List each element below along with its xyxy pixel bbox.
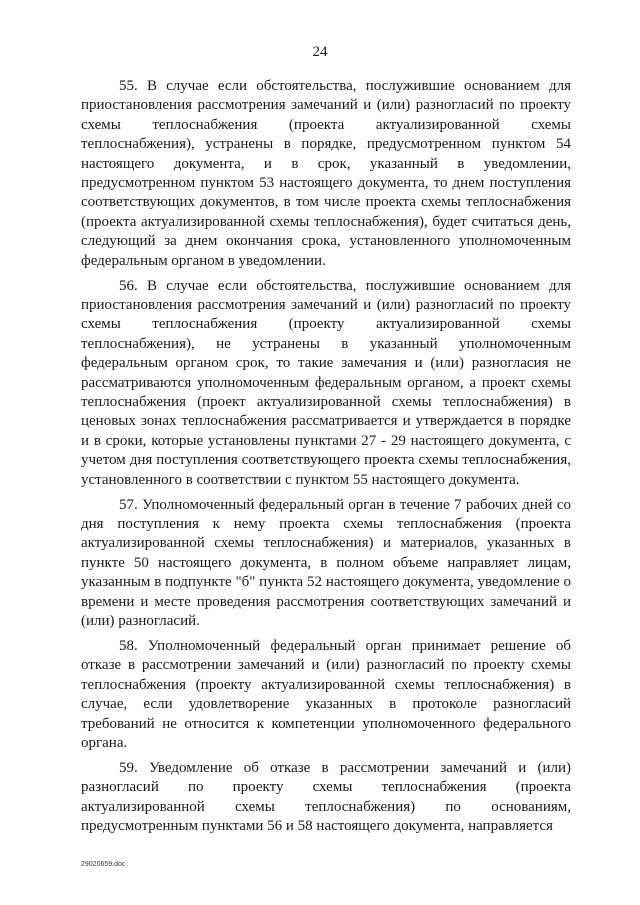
paragraph-57: 57. Уполномоченный федеральный орган в течение 7 рабочих дней со дня поступления к нему проекта схемы теплоснабжения (проекта актуализированной схемы теплоснабжения) и материалов, указанных в пункте 50 настоящего документа, в полном объеме направляет лицам, указанным в подпункте "б" пункта 52 настоящего документа, уведомление о времени и месте проведения рассмотрения соответствующих замечаний и (или) разногласий. (81, 496, 571, 629)
paragraph-58: 58. Уполномоченный федеральный орган принимает решение об отказе в рассмотрении замечаний и (или) разногласий по проекту схемы теплоснабжения (проекту актуализированной схемы теплоснабжения) в случае, если удовлетворение указанных в протоколе разногласий требований не относится к компетенции уполномоченного федерального органа. (81, 637, 571, 751)
footer-filename: 29020659.doc (81, 861, 126, 868)
paragraph-55: 55. В случае если обстоятельства, послужившие основанием для приостановления рассмотрения замечаний и (или) разногласий по проекту схемы теплоснабжения (проекта актуализированной схемы теплоснабжения), устранены в порядке, предусмотренном пунктом 54 настоящего документа, и в срок, указанный в уведомлении, предусмотренном пунктом 53 настоящего документа, то днем поступления соответствующих документов, в том числе проекта схемы теплоснабжения (проекта актуализированной схемы теплоснабжения), будет считаться день, следующий за днем окончания срока, установленного уполномоченным федеральным органом в уведомлении. (81, 78, 571, 269)
paragraph-59: 59. Уведомление об отказе в рассмотрении замечаний и (или) разногласий по проекту схемы теплоснабжения (проекта актуализированной схемы теплоснабжения) по основаниям, предусмотренным пунктами 56 и 58 настоящего документа, направляется (81, 759, 571, 835)
document-body (81, 77, 571, 842)
paragraph-56: 56. В случае если обстоятельства, послужившие основанием для приостановления рассмотрения замечаний и (или) разногласий по проекту схемы теплоснабжения (проекту актуализированной схемы теплоснабжения), не устранены в указанный уполномоченным федеральным органом срок, то такие замечания и (или) разногласия не рассматриваются уполномоченным федеральным органом, а проект схемы теплоснабжения (проект актуализированной схемы теплоснабжения) в ценовых зонах теплоснабжения рассматривается и утверждается в порядке и в сроки, которые установлены пунктами 27 - 29 настоящего документа, с учетом дня поступления соответствующего проекта схемы теплоснабжения, установленного в соответствии с пунктом 55 настоящего документа. (81, 277, 571, 488)
page-number: 24 (312, 44, 328, 60)
